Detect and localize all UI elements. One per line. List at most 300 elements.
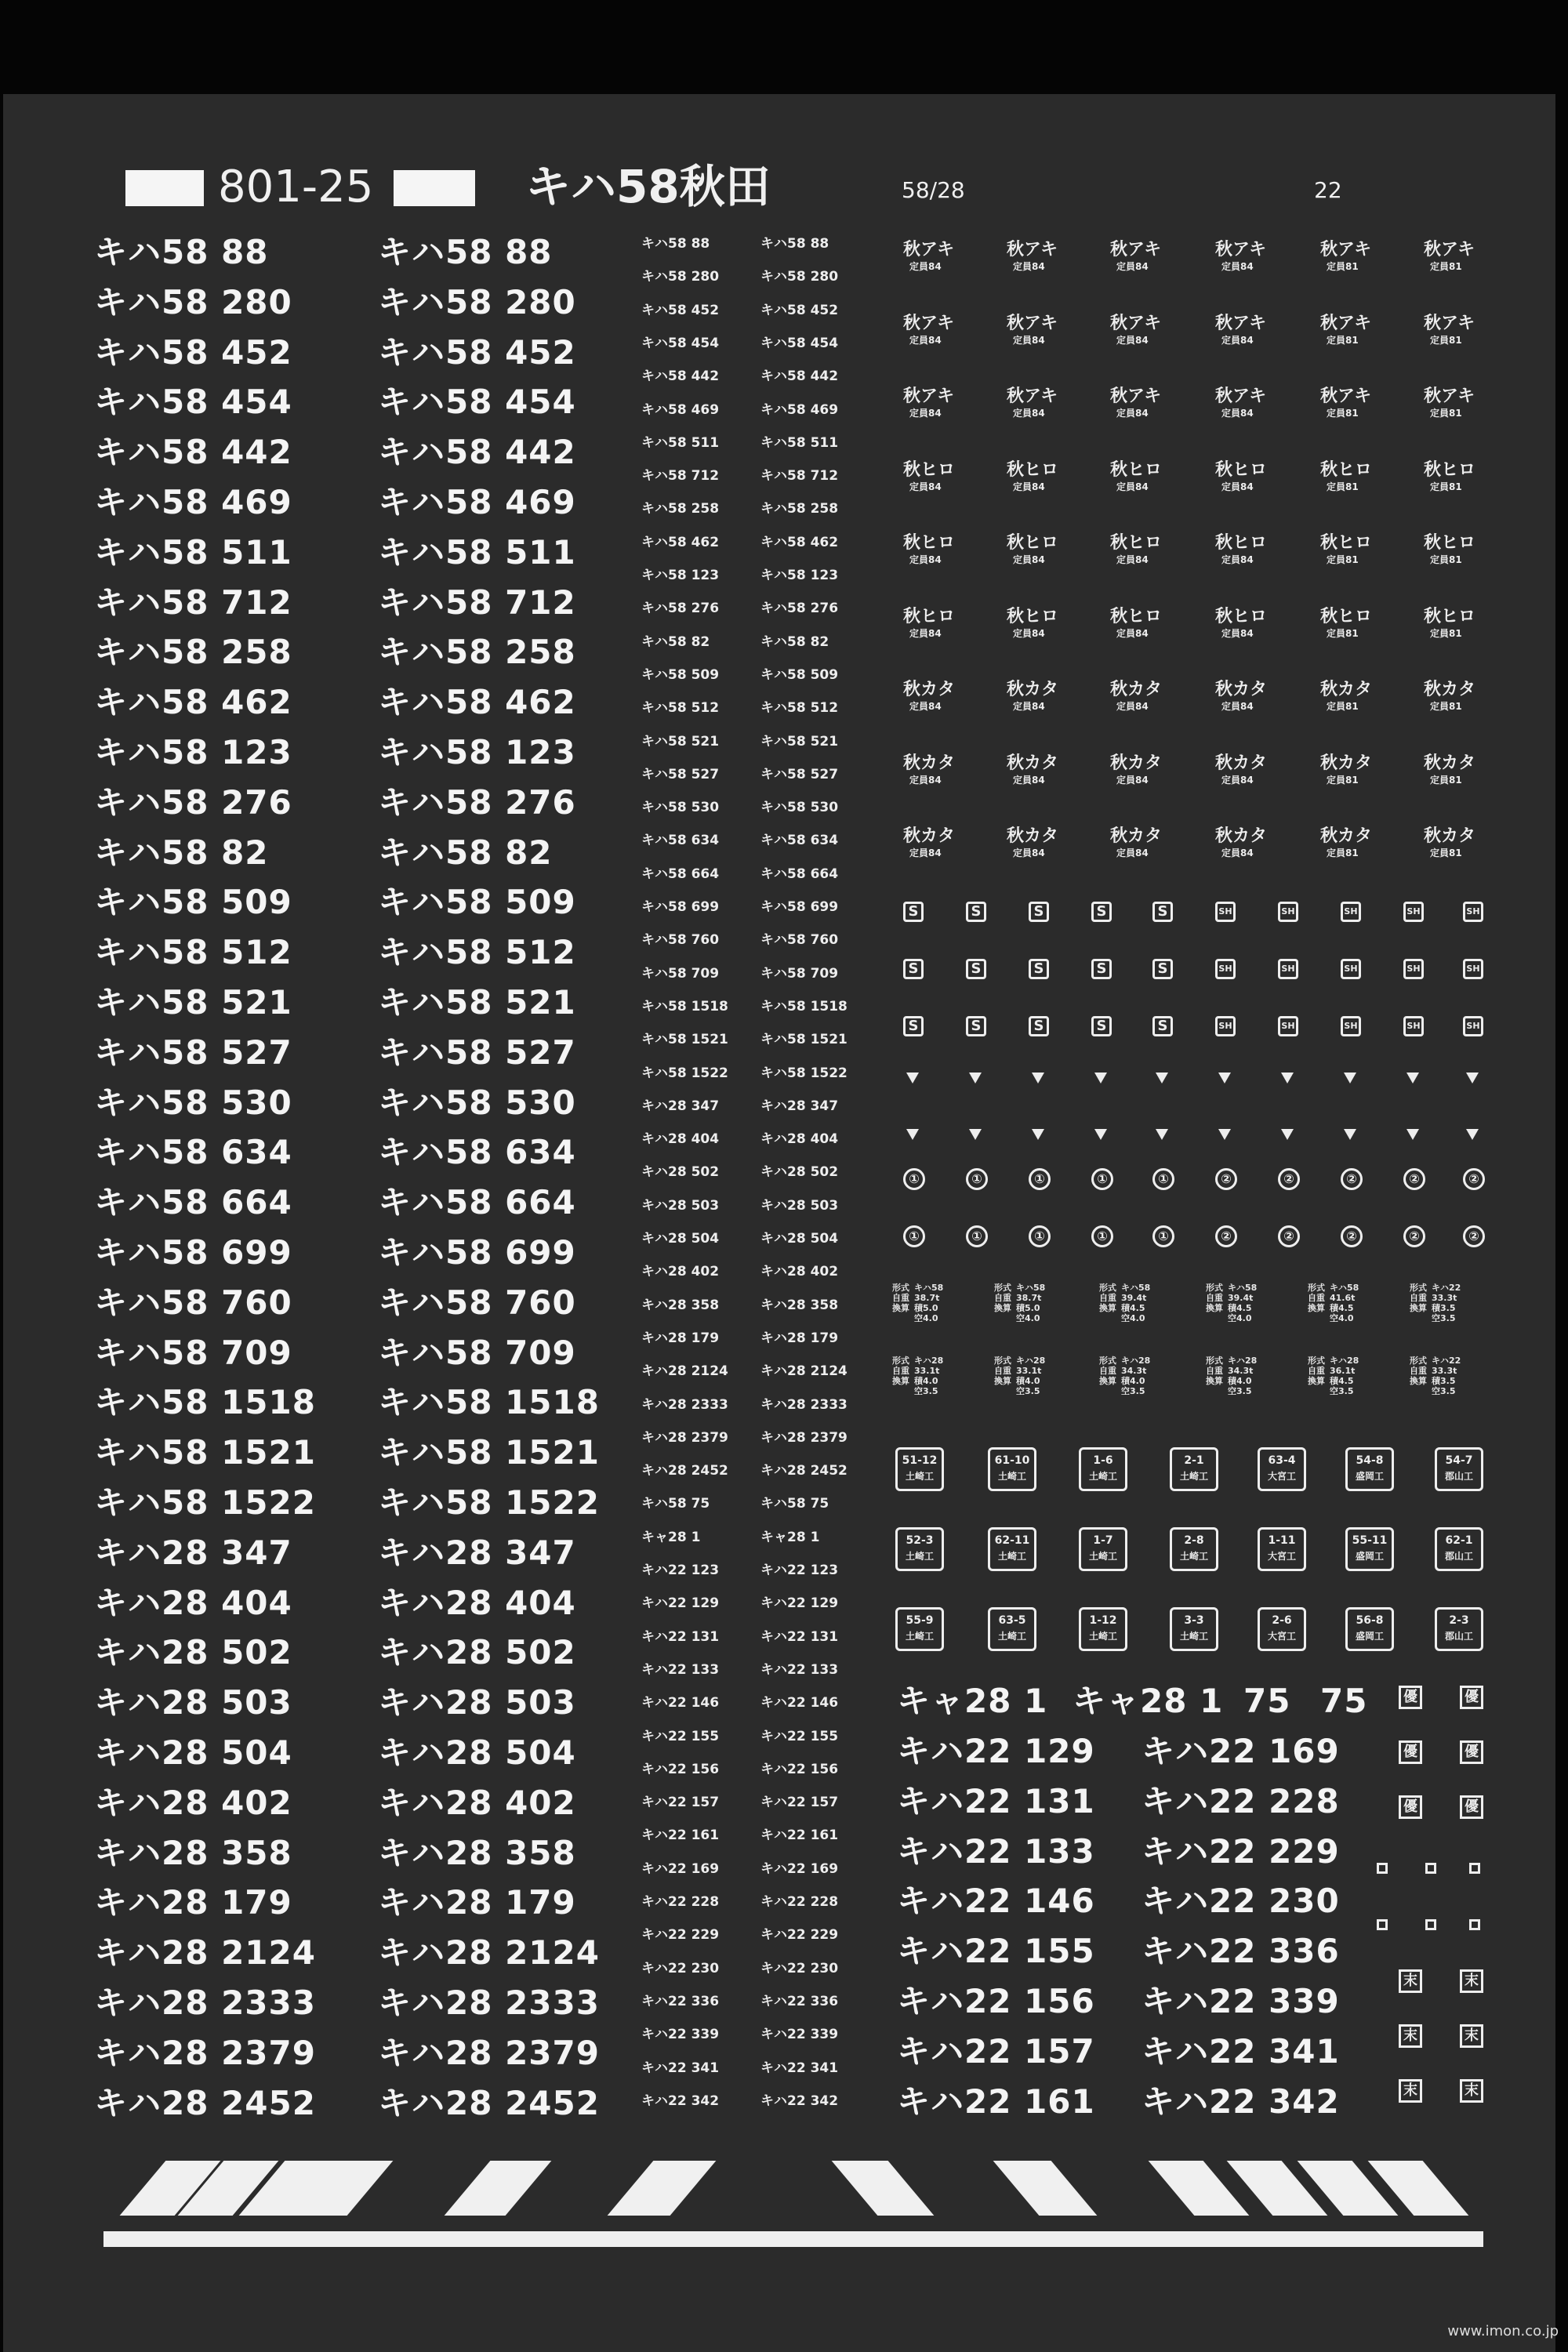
small-number: キハ58 512 [641,700,720,717]
large-number: キハ58 452 [94,332,292,372]
s-mark: SH [1463,1016,1483,1036]
depot-plate-capacity: 定員81 [1327,848,1359,858]
small-number: キハ22 155 [760,1728,839,1744]
depot-plate-capacity: 定員81 [1430,848,1462,858]
small-number: キハ28 179 [760,1330,839,1346]
spec-label: 自重 [892,1366,909,1376]
depot-plate-label: 秋ヒロ [1320,606,1373,626]
depot-plate-label: 秋カタ [1110,753,1163,773]
works-plate [1345,1527,1394,1571]
lower-number: キハ22 230 [1142,1882,1340,1921]
depot-plate-label: 秋アキ [1007,387,1058,406]
small-number: キハ58 280 [760,269,839,285]
works-plate-date: 56-8 [1356,1614,1384,1627]
stripe-bar [445,2161,552,2216]
large-number: キハ28 402 [94,1783,292,1822]
small-number: キハ58 276 [760,601,839,617]
large-number: キハ28 503 [94,1683,292,1722]
circle-number-mark: ① [1152,1168,1174,1190]
works-plate [988,1527,1036,1571]
large-number: キハ28 2452 [378,2083,600,2122]
s-mark: S [1091,959,1112,979]
header-block-right [394,170,475,206]
small-number: キハ58 664 [760,866,839,882]
works-plate-date: 1-6 [1093,1454,1113,1467]
spec-label: 換算 [1099,1376,1116,1386]
spec-value: 33.1t [1016,1366,1042,1376]
small-number: キハ58 512 [760,700,839,717]
priority-mark: 優 [1460,1740,1483,1764]
small-number: キハ58 1518 [641,998,728,1014]
depot-plate [903,240,958,281]
depot-plate [1320,607,1375,648]
depot-plate [1110,533,1165,574]
small-number: キハ58 1518 [760,998,848,1014]
circle-number-mark: ② [1278,1225,1300,1247]
depot-plate-capacity: 定員84 [1116,261,1149,272]
spec-value: キハ28 [1016,1356,1046,1366]
works-plate-shop: 郡山工 [1444,1631,1473,1642]
works-plate-date: 3-3 [1184,1614,1204,1627]
large-number: キハ58 709 [378,1333,576,1372]
small-number: キハ22 341 [641,2060,720,2076]
spec-value: 38.7t [914,1293,940,1303]
spec-block [994,1283,1054,1330]
depot-plate [1215,240,1270,281]
lower-number: キハ22 155 [897,1932,1095,1971]
small-number: キハ22 157 [641,1795,720,1811]
spec-value: 空4.0 [914,1313,938,1323]
lower-number: 75 [1243,1682,1291,1720]
depot-plate [1320,533,1375,574]
spec-label: 換算 [1206,1376,1223,1386]
spec-value: キハ58 [1016,1283,1046,1293]
depot-plate-label: 秋アキ [1215,313,1267,333]
priority-mark: 優 [1460,1795,1483,1819]
large-number: キハ28 2333 [94,1984,316,2022]
depot-plate-label: 秋アキ [903,387,955,406]
spec-label: 形式 [1206,1283,1223,1293]
works-plate-date: 51-12 [902,1454,938,1467]
large-number: キハ28 2452 [94,2083,316,2122]
large-number: キハ58 1518 [94,1383,316,1422]
small-number: キハ22 169 [641,1860,720,1877]
spec-value: 積5.0 [914,1303,938,1313]
small-number: キハ58 469 [641,401,720,418]
large-number: キハ58 88 [94,233,269,271]
depot-plate-label: 秋カタ [1215,826,1268,846]
depot-plate-capacity: 定員84 [1221,334,1254,346]
small-number: キハ58 442 [760,368,839,385]
spec-value: 39.4t [1121,1293,1147,1303]
small-number: キハ58 258 [760,501,839,517]
spec-label: 換算 [1410,1376,1427,1386]
triangle-mark-icon [906,1073,919,1083]
large-number: キハ58 258 [94,633,292,672]
works-plate-date: 62-11 [994,1534,1030,1547]
spec-value: 空3.5 [914,1386,938,1396]
depot-plate-label: 秋ヒロ [1424,606,1476,626]
depot-plate [1110,460,1165,501]
large-number: キハ58 712 [94,583,292,622]
small-number: キハ28 402 [641,1264,720,1280]
large-number: キハ28 358 [378,1833,576,1872]
product-code: 801-25 [218,162,374,212]
depot-plate [903,826,958,867]
depot-plate [1215,533,1270,574]
s-mark: S [1029,959,1049,979]
depot-plate-label: 秋アキ [1110,240,1162,260]
small-number: キハ28 503 [641,1197,720,1214]
circle-number-mark: ① [1152,1225,1174,1247]
tail-mark: 末 [1460,2079,1483,2103]
small-number: キハ28 347 [760,1098,839,1114]
depot-plate-capacity: 定員84 [909,554,942,565]
depot-plate-label: 秋アキ [1424,313,1475,333]
works-plate-shop: 大宮工 [1267,1631,1296,1642]
s-mark: S [1152,902,1173,922]
spec-value: 33.3t [1432,1293,1457,1303]
small-number: キャ28 1 [760,1529,820,1545]
s-mark: S [903,959,924,979]
small-number: キハ58 462 [641,534,720,550]
large-number: キハ58 454 [378,383,576,422]
spec-label: 自重 [1308,1366,1325,1376]
small-number: キハ58 527 [641,766,720,782]
depot-plate-capacity: 定員84 [1221,261,1254,272]
small-number: キハ58 462 [760,534,839,550]
large-number: キハ28 503 [378,1683,576,1722]
small-number: キハ22 133 [641,1661,720,1678]
depot-plate-label: 秋アキ [1215,387,1267,406]
large-number: キハ58 699 [94,1233,292,1272]
large-number: キハ58 699 [378,1233,576,1272]
small-number: キハ22 131 [760,1628,839,1645]
depot-plate-capacity: 定員84 [1116,701,1149,712]
large-number: キハ58 760 [378,1283,576,1322]
depot-plate [903,460,958,501]
s-mark: S [1029,1016,1049,1036]
spec-value: キハ22 [1432,1283,1461,1293]
triangle-mark-icon [1344,1129,1356,1140]
spec-value: 34.3t [1228,1366,1254,1376]
small-number: キハ58 82 [641,633,710,650]
large-number: キハ28 2333 [378,1984,600,2022]
spec-label: 形式 [994,1283,1011,1293]
circle-number-mark: ② [1215,1225,1237,1247]
works-plate-shop: 土崎工 [905,1471,934,1482]
depot-plate [1215,826,1270,867]
small-number: キハ28 2333 [641,1396,728,1413]
lower-number: キハ22 336 [1142,1932,1340,1971]
small-number: キハ22 229 [760,1927,839,1944]
small-number: キハ58 664 [641,866,720,882]
small-number: キハ28 347 [641,1098,720,1114]
depot-plate [1007,680,1062,720]
small-number: キハ22 169 [760,1860,839,1877]
small-number: キハ28 504 [641,1231,720,1247]
works-plate [988,1607,1036,1651]
small-number: キハ58 709 [641,965,720,982]
s-mark: SH [1463,959,1483,979]
stripe-bar [608,2161,717,2216]
spec-block [1308,1356,1367,1403]
large-number: キハ58 258 [378,633,576,672]
circle-number-mark: ② [1341,1225,1363,1247]
small-number: キハ22 129 [641,1595,720,1612]
triangle-mark-icon [969,1073,982,1083]
depot-plate [1320,826,1375,867]
large-number: キハ58 469 [94,483,292,521]
depot-plate-label: 秋アキ [1007,313,1058,333]
depot-plate-capacity: 定員84 [1221,627,1254,639]
small-number: キハ28 358 [760,1297,839,1313]
depot-plate-label: 秋アキ [1110,313,1162,333]
small-number: キハ58 530 [760,800,839,816]
small-number: キハ58 452 [760,302,839,318]
small-number: キハ58 1522 [760,1065,848,1081]
small-number: キハ58 760 [641,932,720,949]
depot-plate-label: 秋カタ [1007,680,1059,699]
large-number: キハ58 276 [94,782,292,822]
small-square-mark-icon [1377,1863,1388,1874]
works-plate-shop: 盛岡工 [1355,1471,1384,1482]
depot-plate-capacity: 定員84 [1221,481,1254,492]
small-number: キハ28 504 [760,1231,839,1247]
s-mark: SH [1403,1016,1424,1036]
triangle-mark-icon [1156,1073,1168,1083]
circle-number-mark: ① [1091,1225,1113,1247]
s-mark: S [966,902,986,922]
depot-plate-capacity: 定員84 [1013,627,1045,639]
spec-value: 積4.0 [914,1376,938,1386]
depot-plate [903,387,958,427]
depot-plate-label: 秋アキ [903,240,955,260]
triangle-mark-icon [1032,1129,1044,1140]
works-plate-shop: 土崎工 [1088,1631,1117,1642]
depot-plate-label: 秋アキ [1110,387,1162,406]
depot-plate-capacity: 定員81 [1327,481,1359,492]
small-number: キハ28 502 [641,1164,720,1181]
spec-label: 形式 [994,1356,1011,1366]
depot-plate-capacity: 定員81 [1430,408,1462,419]
depot-plate-label: 秋カタ [903,680,956,699]
lower-number: キハ22 339 [1142,1982,1340,2020]
small-number: キハ58 521 [641,733,720,750]
small-number: キハ28 2379 [641,1429,728,1446]
small-number: キハ58 452 [641,302,720,318]
s-mark: S [1152,1016,1173,1036]
spec-label: 換算 [892,1303,909,1313]
depot-plate-capacity: 定員84 [909,408,942,419]
works-plate-shop: 郡山工 [1444,1471,1473,1482]
small-number: キハ58 88 [760,236,829,252]
website-credit: www.imon.co.jp [1447,2323,1559,2339]
spec-label: 自重 [1206,1366,1223,1376]
depot-plate-label: 秋ヒロ [1424,459,1476,480]
large-number: キハ58 664 [378,1183,576,1222]
spec-value: 積4.5 [1228,1303,1252,1313]
small-square-mark-icon [1469,1919,1480,1930]
large-number: キハ58 521 [378,983,576,1022]
s-mark: SH [1215,959,1236,979]
s-mark: SH [1215,1016,1236,1036]
large-number: キハ28 402 [378,1783,576,1822]
spec-label: 自重 [1206,1293,1223,1303]
lower-number: キハ22 131 [897,1781,1095,1820]
depot-plate-capacity: 定員84 [909,848,942,858]
s-mark: SH [1403,902,1424,922]
small-number: キハ58 712 [760,468,839,485]
large-number: キハ58 527 [94,1033,292,1072]
works-plate-shop: 盛岡工 [1355,1631,1384,1642]
depot-plate [1424,240,1479,281]
depot-plate-label: 秋カタ [1110,826,1163,846]
circle-number-mark: ② [1403,1225,1425,1247]
spec-value: 積4.5 [1121,1303,1145,1313]
triangle-mark-icon [1156,1129,1168,1140]
spec-value: キハ58 [914,1283,944,1293]
works-plate-shop: 土崎工 [905,1631,934,1642]
small-number: キハ22 336 [641,1993,720,2009]
depot-plate-label: 秋カタ [1424,753,1476,773]
spec-value: 34.3t [1121,1366,1147,1376]
triangle-mark-icon [1032,1073,1044,1083]
depot-plate-label: 秋ヒロ [1320,459,1373,480]
spec-label: 自重 [892,1293,909,1303]
spec-value: 空3.5 [1432,1313,1456,1323]
spec-value: 空4.0 [1121,1313,1145,1323]
spec-label: 自重 [1410,1366,1427,1376]
circle-number-mark: ① [966,1168,988,1190]
lower-number: キャ28 1 [1073,1682,1224,1720]
large-number: キハ58 276 [378,782,576,822]
small-square-mark-icon [1425,1863,1436,1874]
small-number: キハ28 2124 [760,1363,848,1380]
small-number: キハ58 511 [760,434,839,451]
works-plate [895,1607,944,1651]
depot-plate [1007,460,1062,501]
large-number: キハ58 1518 [378,1383,600,1422]
priority-mark: 優 [1399,1740,1422,1764]
small-number: キハ22 336 [760,1993,839,2009]
spec-value: 積4.0 [1228,1376,1252,1386]
s-mark: SH [1463,902,1483,922]
spec-label: 形式 [1410,1283,1427,1293]
small-number: キハ58 760 [760,932,839,949]
depot-plate-label: 秋カタ [1007,753,1059,773]
circle-number-mark: ① [1091,1168,1113,1190]
large-number: キハ28 404 [378,1583,576,1622]
small-number: キハ58 1521 [760,1032,848,1048]
depot-plate [1007,753,1062,794]
depot-plate-capacity: 定員81 [1430,554,1462,565]
depot-plate-capacity: 定員84 [1221,408,1254,419]
circle-number-mark: ② [1341,1168,1363,1190]
depot-plate-capacity: 定員84 [1013,334,1045,346]
large-number: キハ28 404 [94,1583,292,1622]
tail-mark: 末 [1399,2024,1422,2048]
depot-plate [1007,533,1062,574]
depot-plate [1424,387,1479,427]
large-number: キハ28 502 [94,1633,292,1672]
large-number: キハ58 462 [94,683,292,722]
spec-value: 空3.5 [1121,1386,1145,1396]
large-number: キハ58 82 [94,833,269,872]
lower-number: キハ22 341 [1142,2031,1340,2071]
large-number: キハ28 179 [378,1883,576,1922]
small-number: キハ28 502 [760,1164,839,1181]
tail-mark: 末 [1399,2079,1422,2103]
works-plate-date: 2-1 [1184,1454,1204,1467]
s-mark: S [1091,1016,1112,1036]
depot-plate [1007,387,1062,427]
small-number: キハ58 527 [760,766,839,782]
depot-plate-label: 秋ヒロ [1215,606,1268,626]
depot-plate-capacity: 定員84 [909,261,942,272]
depot-plate-label: 秋カタ [1320,753,1373,773]
depot-plate-label: 秋ヒロ [1007,459,1059,480]
works-plate [1170,1527,1218,1571]
circle-number-mark: ② [1463,1225,1485,1247]
depot-plate-capacity: 定員84 [1116,481,1149,492]
large-number: キハ58 511 [94,532,292,572]
depot-plate-capacity: 定員84 [1013,554,1045,565]
works-plate [1258,1527,1306,1571]
depot-plate [1215,387,1270,427]
triangle-mark-icon [969,1129,982,1140]
header-block-left [125,170,204,206]
tail-mark: 末 [1399,1969,1422,1993]
triangle-mark-icon [1218,1129,1231,1140]
spec-block [1099,1356,1159,1403]
small-number: キハ22 342 [760,2092,839,2109]
small-number: キハ58 530 [641,800,720,816]
depot-plate-label: 秋ヒロ [1110,606,1163,626]
depot-plate [1110,240,1165,281]
depot-plate-capacity: 定員84 [1116,848,1149,858]
depot-plate-label: 秋ヒロ [903,533,956,553]
large-number: キハ58 123 [378,733,576,771]
s-mark: SH [1403,959,1424,979]
spec-value: 積4.0 [1121,1376,1145,1386]
large-number: キハ58 664 [94,1183,292,1222]
small-number: キハ28 179 [641,1330,720,1346]
depot-plate [1110,753,1165,794]
large-number: キハ28 358 [94,1833,292,1872]
works-plate [895,1527,944,1571]
s-mark: SH [1278,959,1298,979]
spec-value: 38.7t [1016,1293,1042,1303]
small-number: キハ58 123 [760,568,839,583]
large-number: キハ58 530 [378,1083,576,1122]
works-plate-shop: 土崎工 [1179,1631,1208,1642]
circle-number-mark: ① [966,1225,988,1247]
depot-plate-capacity: 定員84 [1013,481,1045,492]
depot-plate [1110,387,1165,427]
depot-plate-capacity: 定員81 [1327,261,1359,272]
works-plate-shop: 大宮工 [1267,1551,1296,1562]
s-mark: SH [1341,1016,1361,1036]
spec-block [1099,1283,1159,1330]
spec-label: 形式 [1308,1356,1325,1366]
lower-number: キハ22 228 [1142,1781,1340,1820]
spec-label: 自重 [1099,1366,1116,1376]
circle-number-mark: ② [1215,1168,1237,1190]
depot-plate [1007,240,1062,281]
depot-plate-capacity: 定員84 [1116,408,1149,419]
depot-plate [1215,607,1270,648]
